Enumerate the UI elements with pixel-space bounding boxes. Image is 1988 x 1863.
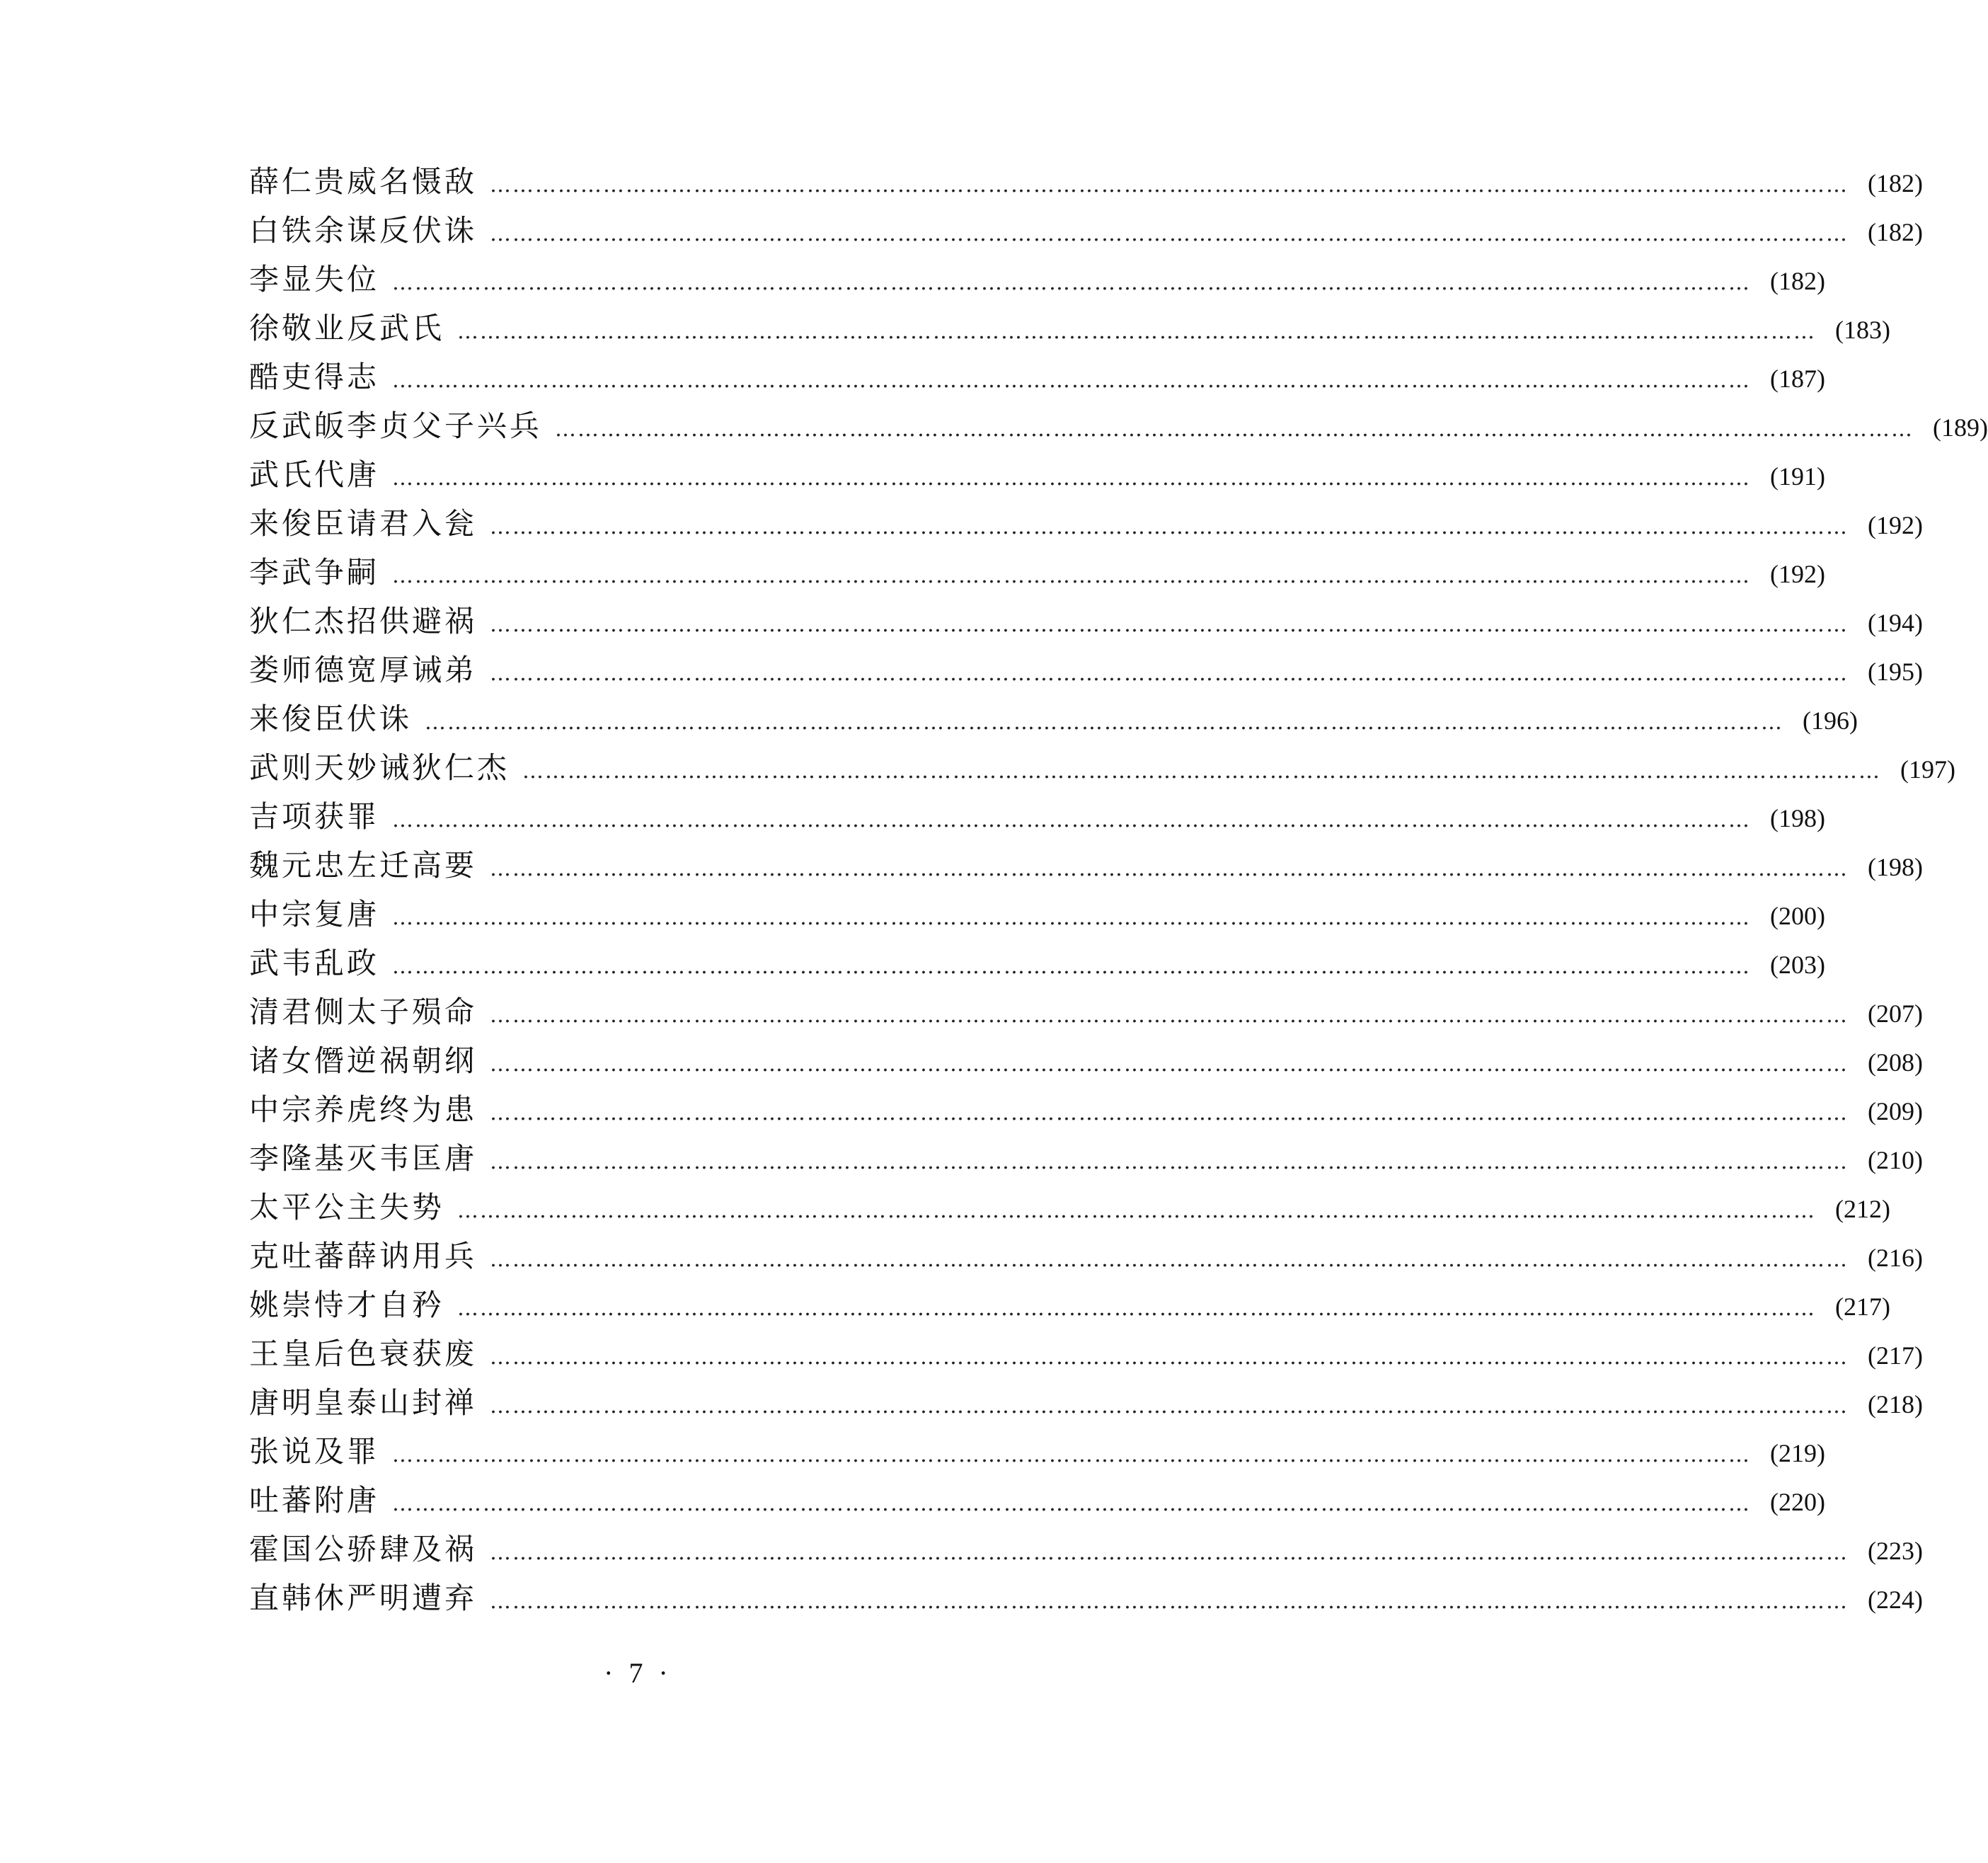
toc-entry [249, 1378, 1924, 1427]
toc-entry [249, 450, 1826, 499]
toc-entry-page: (218) [1868, 1390, 1924, 1418]
toc-dot-leader: ……………………………………………………………………………………………………………………………………………………………… [555, 417, 1914, 442]
toc-entry-title: 徐敬业反武氏 [249, 311, 445, 345]
toc-entry [249, 304, 1891, 352]
toc-entry-title: 唐明皇泰山封禅 [249, 1385, 478, 1420]
toc-dot-leader: ……………………………………………………………………………………………………………………………………………………………… [490, 1589, 1849, 1614]
toc-entry-page: (200) [1770, 902, 1826, 930]
toc-entry [249, 694, 1858, 743]
toc-entry [249, 548, 1826, 597]
toc-dot-leader: ……………………………………………………………………………………………………………………………………………………………… [392, 466, 1752, 491]
toc-entry [249, 1134, 1924, 1183]
toc-entry-title: 直韩休严明遭弃 [249, 1581, 478, 1615]
toc-entry-title: 吉项获罪 [249, 799, 380, 834]
toc-dot-leader: ……………………………………………………………………………………………………………………………………………………………… [490, 222, 1849, 246]
toc-dot-leader: ……………………………………………………………………………………………………………………………………………………………… [490, 1101, 1849, 1125]
toc-dot-leader: ……………………………………………………………………………………………………………………………………………………………… [490, 612, 1849, 637]
toc-dot-leader: ……………………………………………………………………………………………………………………………………………………………… [490, 1150, 1849, 1174]
toc-entry-title: 武则天妙诫狄仁杰 [249, 750, 510, 785]
toc-entry [249, 743, 1956, 792]
toc-entry-title: 中宗养虎终为患 [249, 1092, 478, 1127]
toc-entry [249, 1036, 1924, 1085]
toc-entry-page: (192) [1770, 560, 1826, 588]
toc-entry-page: (198) [1770, 804, 1826, 832]
toc-entry-title: 霍国公骄肆及祸 [249, 1532, 478, 1566]
toc-dot-leader: ……………………………………………………………………………………………………………………………………………………………… [490, 1003, 1849, 1028]
toc-entry-title: 张说及罪 [249, 1434, 380, 1469]
toc-entry [249, 890, 1826, 939]
toc-entry [249, 206, 1924, 255]
toc-dot-leader: ……………………………………………………………………………………………………………………………………………………………… [457, 1198, 1817, 1223]
toc-entry [249, 401, 1988, 450]
toc-entry-title: 李隆基灭韦匡唐 [249, 1141, 478, 1176]
toc-dot-leader: ……………………………………………………………………………………………………………………………………………………………… [490, 1052, 1849, 1077]
toc-entry-page: (182) [1868, 218, 1924, 246]
toc-dot-leader: ……………………………………………………………………………………………………………………………………………………………… [522, 759, 1882, 784]
toc-entry [249, 987, 1924, 1036]
toc-entry-page: (187) [1770, 365, 1826, 393]
toc-entry-title: 武氏代唐 [249, 457, 380, 492]
toc-entry-page: (194) [1868, 609, 1924, 637]
toc-entry-title: 反武皈李贞父子兴兵 [249, 408, 543, 443]
toc-dot-leader: ……………………………………………………………………………………………………………………………………………………………… [457, 319, 1817, 344]
toc-entry-title: 诸女僭逆祸朝纲 [249, 1043, 478, 1078]
toc-entry-page: (183) [1835, 316, 1891, 344]
toc-dot-leader: ……………………………………………………………………………………………………………………………………………………………… [457, 1296, 1817, 1321]
toc-entry-title: 中宗复唐 [249, 897, 380, 931]
toc-dot-leader: ……………………………………………………………………………………………………………………………………………………………… [490, 1394, 1849, 1418]
toc-entry-title: 清君侧太子殒命 [249, 994, 478, 1029]
toc-entry-title: 克吐蕃薛讷用兵 [249, 1239, 478, 1273]
toc-entry-page: (212) [1835, 1195, 1891, 1223]
toc-entry [249, 841, 1924, 890]
toc-entry-page: (209) [1868, 1097, 1924, 1125]
toc-entry-title: 姚崇恃才自矜 [249, 1288, 445, 1322]
toc-entry-page: (189) [1933, 413, 1988, 442]
toc-entry-title: 李显失位 [249, 262, 380, 297]
toc-dot-leader: ……………………………………………………………………………………………………………………………………………………………… [490, 515, 1849, 539]
table-of-contents [249, 157, 1988, 1622]
toc-entry-title: 狄仁杰招供避祸 [249, 604, 478, 638]
toc-entry-title: 王皇后色衰获废 [249, 1336, 478, 1371]
toc-entry [249, 1280, 1891, 1329]
toc-entry [249, 646, 1924, 694]
toc-entry [249, 1232, 1924, 1280]
toc-dot-leader: ……………………………………………………………………………………………………………………………………………………………… [490, 1345, 1849, 1370]
toc-entry-page: (216) [1868, 1244, 1924, 1272]
toc-entry-page: (198) [1868, 853, 1924, 881]
toc-entry [249, 1085, 1924, 1134]
toc-entry-page: (207) [1868, 999, 1924, 1028]
toc-entry-title: 武韦乱政 [249, 946, 380, 980]
toc-entry-title: 太平公主失势 [249, 1190, 445, 1225]
toc-entry-page: (210) [1868, 1146, 1924, 1174]
toc-entry [249, 255, 1826, 304]
toc-entry-page: (196) [1803, 706, 1858, 735]
toc-entry-page: (197) [1900, 755, 1956, 784]
toc-entry-title: 吐蕃附唐 [249, 1483, 380, 1518]
toc-entry-page: (191) [1770, 462, 1826, 491]
toc-entry-title: 娄师德宽厚诫弟 [249, 653, 478, 687]
toc-entry-title: 魏元忠左迁高要 [249, 848, 478, 883]
toc-dot-leader: ……………………………………………………………………………………………………………………………………………………………… [490, 856, 1849, 881]
toc-entry [249, 499, 1924, 548]
toc-dot-leader: ……………………………………………………………………………………………………………………………………………………………… [392, 368, 1752, 393]
toc-dot-leader: ……………………………………………………………………………………………………………………………………………………………… [392, 905, 1752, 930]
toc-entry [249, 597, 1924, 646]
toc-entry-page: (223) [1868, 1537, 1924, 1565]
toc-entry-page: (182) [1770, 267, 1826, 295]
toc-entry [249, 1476, 1826, 1525]
toc-dot-leader: ……………………………………………………………………………………………………………………………………………………………… [392, 808, 1752, 832]
toc-entry [249, 792, 1826, 841]
toc-dot-leader: ……………………………………………………………………………………………………………………………………………………………… [490, 1247, 1849, 1272]
toc-dot-leader: ……………………………………………………………………………………………………………………………………………………………… [490, 1540, 1849, 1565]
toc-entry-title: 酷吏得志 [249, 360, 380, 394]
toc-entry-page: (192) [1868, 511, 1924, 539]
toc-entry-page: (224) [1868, 1586, 1924, 1614]
toc-entry [249, 1525, 1924, 1573]
page-number: · 7 · [604, 1657, 672, 1689]
toc-entry-page: (217) [1835, 1292, 1891, 1321]
toc-entry-page: (217) [1868, 1341, 1924, 1370]
toc-entry-page: (219) [1770, 1439, 1826, 1467]
toc-dot-leader: ……………………………………………………………………………………………………………………………………………………………… [392, 1491, 1752, 1516]
toc-entry-title: 白铁余谋反伏诛 [249, 213, 478, 248]
toc-entry [249, 352, 1826, 401]
toc-dot-leader: ……………………………………………………………………………………………………………………………………………………………… [392, 1443, 1752, 1467]
toc-entry-title: 薛仁贵威名慑敌 [249, 164, 478, 199]
toc-entry-title: 来俊臣伏诛 [249, 701, 413, 736]
toc-entry-title: 李武争嗣 [249, 555, 380, 590]
toc-dot-leader: ……………………………………………………………………………………………………………………………………………………………… [425, 710, 1784, 735]
toc-dot-leader: ……………………………………………………………………………………………………………………………………………………………… [392, 270, 1752, 295]
toc-dot-leader: ……………………………………………………………………………………………………………………………………………………………… [490, 661, 1849, 686]
toc-entry-page: (220) [1770, 1488, 1826, 1516]
toc-entry [249, 939, 1826, 987]
toc-entry-title: 来俊臣请君入瓮 [249, 506, 478, 541]
toc-dot-leader: ……………………………………………………………………………………………………………………………………………………………… [490, 173, 1849, 197]
toc-entry [249, 1329, 1924, 1378]
toc-dot-leader: ……………………………………………………………………………………………………………………………………………………………… [392, 954, 1752, 979]
toc-entry-page: (208) [1868, 1048, 1924, 1077]
toc-entry-page: (203) [1770, 951, 1826, 979]
toc-entry [249, 1573, 1924, 1622]
toc-entry-page: (195) [1868, 658, 1924, 686]
toc-dot-leader: ……………………………………………………………………………………………………………………………………………………………… [392, 563, 1752, 588]
toc-entry [249, 1183, 1891, 1232]
toc-entry [249, 157, 1924, 206]
toc-entry [249, 1427, 1826, 1476]
toc-entry-page: (182) [1868, 169, 1924, 197]
